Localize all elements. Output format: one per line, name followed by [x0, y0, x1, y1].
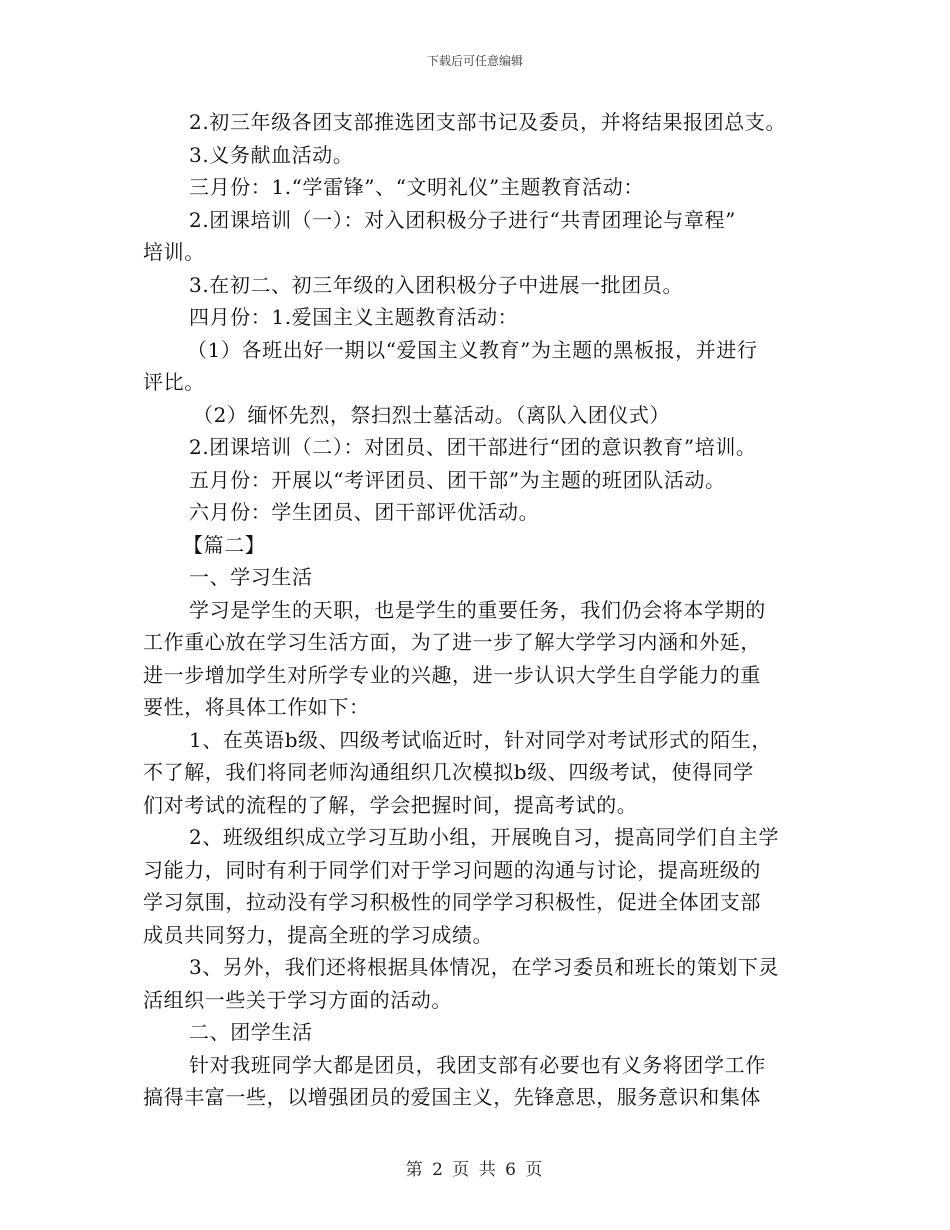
text-line: 成员共同努力，提高全班的学习成绩。 — [143, 922, 494, 947]
text-line: 四月份：1.爱国主义主题教育活动： — [189, 305, 519, 329]
text-line: 1、在英语b级、四级考试临近时，针对同学对考试形式的陌生， — [189, 727, 772, 752]
text-line: 学习氛围，拉动没有学习积极性的同学学习积极性，促进全体团支部 — [143, 890, 761, 914]
page-footer: 第 2 页 共 6 页 — [405, 1160, 545, 1180]
text-line: 们对考试的流程的了解，学会把握时间，提高考试的。 — [143, 792, 638, 817]
text-line: 三月份：1.“学雷锋”、“文明礼仪”主题教育活动： — [189, 175, 644, 199]
text-line: 习能力，同时有利于同学们对于学习问题的沟通与讨论，提高班级的 — [143, 857, 761, 882]
text-line: 3.义务献血活动。 — [189, 142, 354, 167]
text-line: 2、班级组织成立学习互助小组，开展晚自习，提高同学们自主学 — [189, 825, 780, 849]
text-line: 五月份：开展以“考评团员、团干部”为主题的班团队活动。 — [189, 467, 726, 492]
text-line: 二、团学生活 — [189, 1020, 313, 1044]
document-body — [143, 106, 815, 1114]
text-line: 一、学习生活 — [189, 565, 313, 589]
text-line: 3、另外，我们还将根据具体情况，在学习委员和班长的策划下灵 — [189, 955, 780, 979]
text-line: 工作重心放在学习生活方面，为了进一步了解大学学习内涵和外延， — [143, 630, 761, 654]
text-line: 【篇二】 — [183, 532, 266, 557]
text-line: （1）各班出好一期以“爱国主义教育”为主题的黑板报，并进行 — [187, 337, 758, 362]
text-line: 2.团课培训（一）：对入团积极分子进行“共青团理论与章程” — [189, 207, 736, 232]
text-line: 进一步增加学生对所学专业的兴趣，进一步认识大学生自学能力的重 — [143, 662, 761, 687]
text-line: 2.初三年级各团支部推选团支部书记及委员，并将结果报团总支。 — [189, 110, 787, 134]
text-line: 六月份：学生团员、团干部评优活动。 — [189, 500, 540, 524]
text-line: 2.团课培训（二）：对团员、团干部进行“团的意识教育”培训。 — [189, 435, 757, 459]
text-line: 搞得丰富一些，以增强团员的爱国主义，先锋意思，服务意识和集体 — [143, 1085, 761, 1109]
text-line: 评比。 — [143, 370, 205, 394]
page-header: 下载后可任意编辑 — [426, 54, 523, 68]
text-line: （2）缅怀先烈，祭扫烈士墓活动。（离队入团仪式） — [193, 402, 671, 427]
text-line: 要性，将具体工作如下： — [143, 695, 370, 719]
text-line: 活组织一些关于学习方面的活动。 — [143, 987, 452, 1012]
text-line: 培训。 — [143, 240, 205, 264]
text-line: 不了解，我们将同老师沟通组织几次模拟b级、四级考试，使得同学 — [143, 760, 754, 784]
text-line: 针对我班同学大都是团员，我团支部有必要也有义务将团学工作 — [189, 1052, 766, 1077]
text-line: 学习是学生的天职，也是学生的重要任务，我们仍会将本学期的 — [189, 597, 766, 622]
text-line: 3.在初二、初三年级的入团积极分子中进展一批团员。 — [189, 272, 684, 297]
